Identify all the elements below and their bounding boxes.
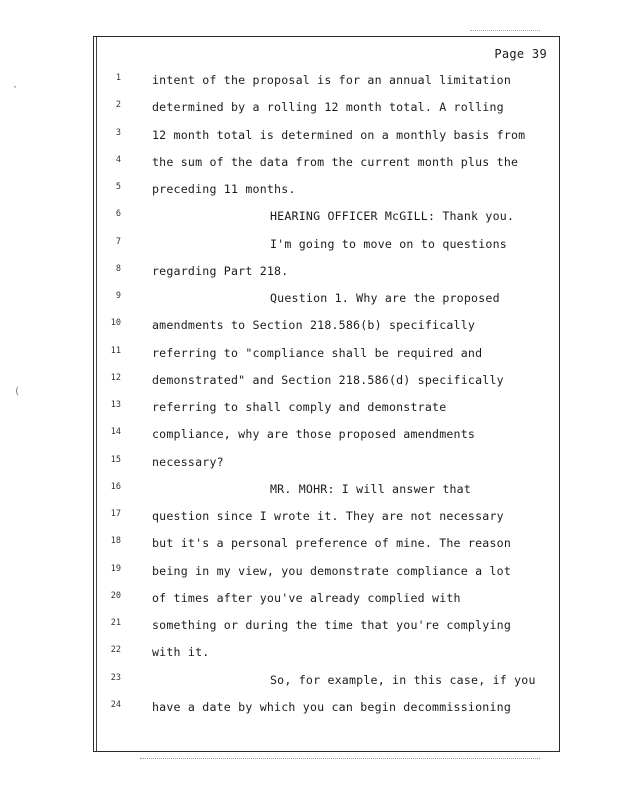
line-number: 16 bbox=[110, 481, 121, 492]
line-number: 9 bbox=[115, 291, 121, 301]
transcript-line bbox=[94, 700, 554, 716]
transcript-line bbox=[94, 73, 554, 89]
transcript-line bbox=[94, 618, 554, 634]
transcript-line bbox=[94, 427, 554, 443]
transcript-line bbox=[94, 400, 554, 416]
line-text: referring to shall comply and demonstrate bbox=[152, 400, 447, 414]
line-number: 23 bbox=[110, 672, 121, 683]
line-text: 12 month total is determined on a monthly basis from bbox=[152, 127, 526, 142]
line-text: the sum of the data from the current month plus the bbox=[152, 154, 519, 169]
line-text: amendments to Section 218.586(b) specifically bbox=[152, 318, 476, 333]
line-number: 10 bbox=[110, 318, 121, 329]
line-text: determined by a rolling 12 month total. A rolling bbox=[152, 100, 504, 115]
transcript-line bbox=[94, 509, 554, 525]
line-number: 13 bbox=[110, 400, 121, 410]
transcript-line bbox=[94, 564, 554, 580]
line-text: I'm going to move on to questions bbox=[270, 236, 507, 251]
line-text: something or during the time that you're complying bbox=[152, 618, 512, 632]
line-text: referring to "compliance shall be required and bbox=[152, 345, 483, 360]
line-number: 8 bbox=[115, 263, 121, 274]
scan-artifact-top bbox=[470, 30, 540, 31]
line-number: 15 bbox=[110, 454, 121, 465]
transcript-line bbox=[94, 209, 554, 225]
transcript-page bbox=[93, 36, 560, 752]
line-number: 21 bbox=[110, 618, 121, 628]
scan-mark-left-middle: ( bbox=[14, 386, 21, 397]
line-text: regarding Part 218. bbox=[152, 263, 289, 278]
line-number: 12 bbox=[110, 372, 121, 383]
line-number: 6 bbox=[115, 209, 121, 220]
transcript-line bbox=[94, 128, 554, 144]
line-text: have a date by which you can begin decommissioning bbox=[152, 699, 512, 714]
line-number: 18 bbox=[110, 536, 121, 547]
line-number: 17 bbox=[110, 509, 121, 519]
line-number: 1 bbox=[115, 73, 121, 83]
transcript-line bbox=[94, 237, 554, 253]
transcript-line bbox=[94, 318, 554, 334]
line-number: 7 bbox=[115, 236, 121, 247]
line-text: of times after you've already complied with bbox=[152, 590, 461, 605]
line-text: with it. bbox=[152, 645, 210, 660]
line-text: necessary? bbox=[152, 454, 224, 469]
transcript-line bbox=[94, 264, 554, 280]
line-number: 14 bbox=[110, 427, 121, 438]
line-text: HEARING OFFICER McGILL: Thank you. bbox=[270, 209, 515, 224]
line-number: 22 bbox=[110, 645, 121, 656]
transcript-line bbox=[94, 155, 554, 171]
line-number: 19 bbox=[110, 563, 121, 574]
line-number: 4 bbox=[115, 154, 121, 165]
line-number: 5 bbox=[115, 182, 121, 192]
line-number: 3 bbox=[115, 127, 121, 138]
transcript-line bbox=[94, 346, 554, 362]
transcript-line bbox=[94, 591, 554, 607]
line-number: 20 bbox=[110, 590, 121, 601]
line-text: preceding 11 months. bbox=[152, 182, 296, 196]
line-text: compliance, why are those proposed amendments bbox=[152, 427, 476, 442]
transcript-line bbox=[94, 373, 554, 389]
line-text: MR. MOHR: I will answer that bbox=[270, 481, 472, 496]
line-text: So, for example, in this case, if you bbox=[270, 672, 536, 687]
transcript-line bbox=[94, 536, 554, 552]
transcript-line bbox=[94, 182, 554, 198]
line-text: demonstrated" and Section 218.586(d) specifically bbox=[152, 372, 504, 387]
line-text: question since I wrote it. They are not necessary bbox=[152, 509, 504, 523]
line-number: 11 bbox=[110, 345, 121, 356]
frame-rule bbox=[96, 37, 97, 751]
line-text: Question 1. Why are the proposed bbox=[270, 291, 500, 305]
transcript-line bbox=[94, 645, 554, 661]
line-text: intent of the proposal is for an annual limitation bbox=[152, 73, 512, 87]
scan-artifact-bottom bbox=[140, 758, 540, 762]
line-number: 2 bbox=[115, 100, 121, 111]
scan-mark-left-top: · bbox=[12, 82, 19, 93]
transcript-line bbox=[94, 673, 554, 689]
transcript-line bbox=[94, 455, 554, 471]
line-text: being in my view, you demonstrate compliance a lot bbox=[152, 563, 512, 578]
transcript-line bbox=[94, 100, 554, 116]
transcript-line bbox=[94, 482, 554, 498]
page-number: Page 39 bbox=[494, 47, 547, 61]
transcript-line bbox=[94, 291, 554, 307]
line-number: 24 bbox=[110, 699, 121, 710]
line-text: but it's a personal preference of mine. The reason bbox=[152, 536, 512, 551]
